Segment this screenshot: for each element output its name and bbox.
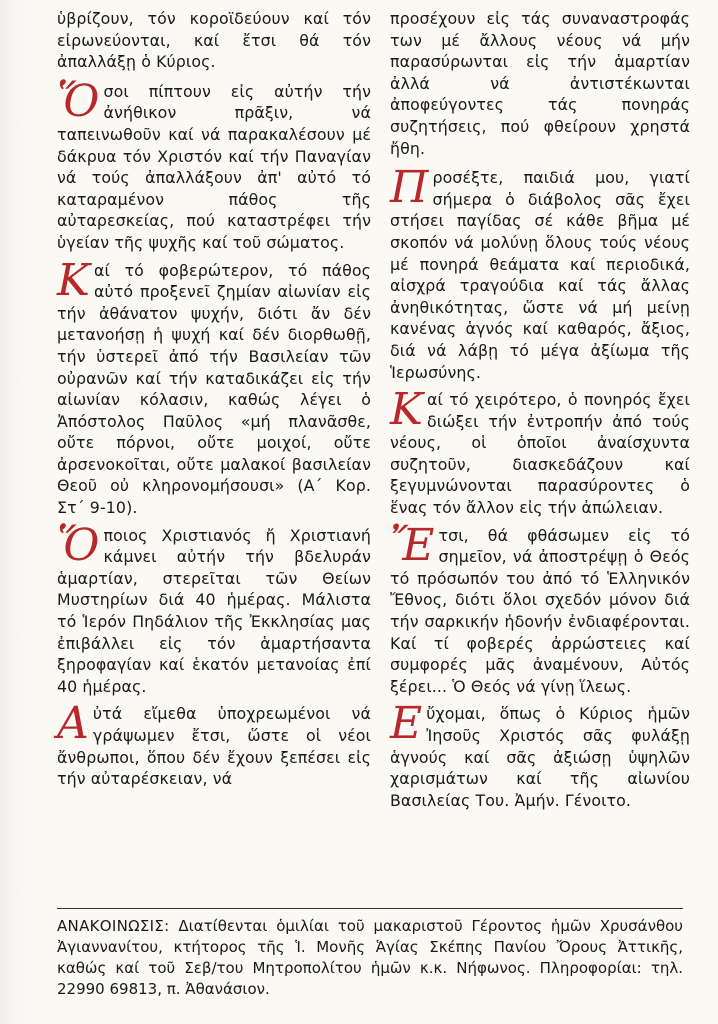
notice-text: Διατίθενται ὁμιλίαι τοῦ μακαριστοῦ Γέροντος ἡμῶν Χρυσάνθου Ἀγιαννανίτου, κτήτορος τῆς Ἱ. Μονῆς Ἁγίας Σκέπης Πανίου Ὄρους Ἀττικῆς, καθώς καί τοῦ Σεβ/του Μητροπολίτου ἡμῶν κ.κ. Νήφωνος. Πληροφορίαι: τηλ. 22990 69813, π. Ἀθανάσιον. xyxy=(57,917,683,998)
drop-cap: Ε xyxy=(390,698,423,750)
notice-label: ΑΝΑΚΟΙΝΩΣΙΣ: xyxy=(57,917,170,935)
paragraph-2 xyxy=(57,75,371,254)
paragraph-10 xyxy=(390,698,690,811)
paragraph-4 xyxy=(57,519,371,698)
paragraph-7 xyxy=(390,162,690,383)
paragraph-text: προσέχουν εἰς τάς συναναστροφάς των μέ ἄλλους νέους νά μήν παρασύρωνται εἰς τήν ἁμαρτίαν ἀλλά νά ἀντιστέκωνται ἀποφεύγοντες τάς πονηράς συζητήσεις, πού φθείρουν χρηστά ἤθη. xyxy=(390,9,690,158)
paragraph-5 xyxy=(57,698,371,789)
drop-cap: Ὅ xyxy=(57,75,100,127)
paragraph-text: ποιος Χριστιανός ἤ Χριστιανή κάμνει αὐτήν τήν βδελυράν ἁμαρτίαν, στερεῖται τῶν Θείων Μυστηρίων διά 40 ἡμέρας. Μάλιστα τό Ἱερόν Πηδάλιον τῆς Ἐκκλησίας μας ἐπιβάλλει εἰς τόν ἁμαρτήσαντα ξηροφαγίαν καί ἑκατόν μετανοίας ἐπί 40 ἡμέρας. xyxy=(57,525,371,696)
drop-cap: Κ xyxy=(390,384,423,436)
paragraph-text: αί τό χειρότερο, ὁ πονηρός ἔχει διώξει τήν ἐντροπήν ἀπό τούς νέους, οἱ ὁποῖοι ἀναίσχυντα συζητοῦν, διασκεδάζουν καί ξεγυμνώνονται παρασύροντες ὁ ἕνας τόν ἄλλον εἰς τήν ἀπώλειαν. xyxy=(390,390,690,518)
left-column xyxy=(57,8,371,796)
right-column xyxy=(390,8,690,817)
paragraph-text: ροσέξτε, παιδιά μου, γιατί σήμερα ὁ διάβολος σᾶς ἔχει στήσει παγίδας σέ κάθε βῆμα μέ σκοπόν νά μολύνῃ ὅλους τούς νέους μέ πονηρά θεάματα καί περιοδικά, αἰσχρά τραγούδια καί τάς ἄλλας ἀνηθικότητας, ὥστε νά μή μείνῃ κανένας ἁγνός καί καθαρός, ἄξιος, διά νά λάβῃ τό μέγα ἀξίωμα τῆς Ἱερωσύνης. xyxy=(390,168,690,382)
paragraph-text: σοι πίπτουν εἰς αὐτήν τήν ἀνήθικον πρᾶξιν, νά ταπεινωθοῦν καί νά παρακαλέσουν μέ δάκρυα τόν Χριστόν καί τήν Παναγίαν νά τούς ἀπαλλάξουν ἀπ' αὐτό τό καταραμένον πάθος τῆς αὐταρεσκείας, πού καταστρέφει τήν ὑγείαν τῆς ψυχῆς καί τοῦ σώματος. xyxy=(57,81,371,252)
paragraph-text: ὐτά εἴμεθα ὑποχρεωμένοι νά γράψωμεν ἔτσι, ὥστε οἱ νέοι ἄνθρωποι, ὅπου δέν ἔχουν ξεπέσει εἰς τήν αὐταρέσκειαν, νά xyxy=(57,704,371,789)
drop-cap: Ἔ xyxy=(390,519,435,571)
drop-cap: Π xyxy=(390,162,429,214)
paragraph-8 xyxy=(390,384,690,519)
paragraph-text: ὑβρίζουν, τόν κοροϊδεύουν καί τόν εἰρωνεύονται, καί ἔτσι θά τόν ἀπαλλάξῃ ὁ Κύριος. xyxy=(57,9,371,72)
paragraph-text: τσι, θά φθάσωμεν εἰς τό σημεῖον, νά ἀποστρέψῃ ὁ Θεός τό πρόσωπόν του ἀπό τό Ἑλληνικόν Ἔθνος, διότι ὅλοι σχεδόν μόνον διά τήν σαρκικήν ἡδονήν ἐνδιαφέρονται. Καί τί φοβερές ἀρρώστειες καί συμφορές μᾶς ἀναμένουν, Αὐτός ξέρει... Ὁ Θεός νά γίνῃ ἵλεως. xyxy=(390,525,690,696)
paragraph-6 xyxy=(390,8,690,159)
paragraph-1 xyxy=(57,8,371,73)
paragraph-text: ὔχομαι, ὅπως ὁ Κύριος ἡμῶν Ἰησοῦς Χριστός σᾶς φυλάξῃ ἁγνούς καί σᾶς ἀξιώσῃ ὑψηλῶν χαρισμάτων καί τῆς αἰωνίου Βασιλείας Του. Ἀμήν. Γένοιτο. xyxy=(390,704,690,810)
paragraph-text: αί τό φοβερώτερον, τό πάθος αὐτό προξενεῖ ζημίαν αἰωνίαν εἰς τήν ἀθάνατον ψυχήν, διότι ἄν δέν μετανοήσῃ ἡ ψυχή καί δέν διορθωθῇ, τήν ὑστερεῖ ἀπό τήν Βασιλείαν τῶν οὐρανῶν καί τήν καταδικάζει εἰς τήν αἰωνίαν κόλασιν, καθώς λέγει ὁ Ἀπόστολος Παῦλος «μή πλανᾶσθε, οὔτε πόρνοι, οὔτε μοιχοί, οὔτε ἀρσενοκοῖται, οὔτε μαλακοί βασιλείαν Θεοῦ οὐ κληρονομήσουσι» (Α΄ Κορ. Στ΄ 9-10). xyxy=(57,260,371,518)
announcement-notice xyxy=(57,916,683,1000)
drop-cap: Α xyxy=(57,698,89,750)
drop-cap: Ὅ xyxy=(57,519,100,571)
notice-divider xyxy=(57,908,683,909)
paragraph-9 xyxy=(390,519,690,698)
paragraph-3 xyxy=(57,254,371,519)
drop-cap: Κ xyxy=(57,254,90,306)
